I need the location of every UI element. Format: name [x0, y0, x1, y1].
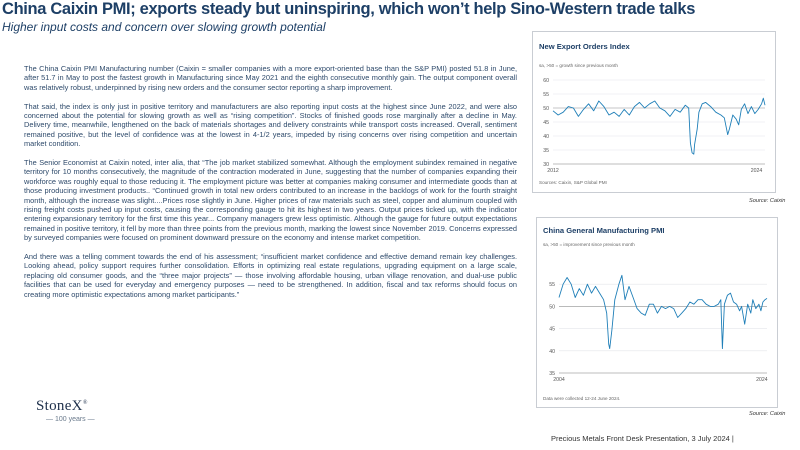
- series-line: [553, 98, 765, 154]
- chart-source: Data were collected 12-24 June 2024.: [543, 396, 621, 401]
- chart-source-note: Source: Caixin: [749, 198, 786, 204]
- page-title: China Caixin PMI; exports steady but uninspiring, which won’t help Sino-Western trade talks: [2, 0, 696, 18]
- y-tick-label: 35: [543, 148, 549, 154]
- x-tick-label: 2004: [553, 377, 565, 383]
- y-tick-label: 35: [549, 371, 555, 377]
- chart-plot: [533, 32, 775, 192]
- page-subtitle: Higher input costs and concern over slowing growth potential: [2, 20, 326, 34]
- footer-text: Precious Metals Front Desk Presentation, 3 July 2024 |: [551, 434, 734, 443]
- logo-name: [36, 398, 95, 415]
- chart-source: Sources: Caixin, S&P Global PMI: [539, 180, 607, 185]
- y-tick-label: 60: [543, 78, 549, 84]
- y-tick-label: 50: [549, 304, 555, 311]
- article-body: [24, 64, 517, 309]
- y-tick-label: 40: [549, 348, 555, 355]
- y-tick-label: 45: [543, 120, 549, 126]
- y-tick-label: 40: [543, 134, 549, 140]
- paragraph-4: And there was a telling comment towards the end of his assessment; “insufficient market confidence and effective demand remain key challenges. Looking ahead, policy support requires further consolidation. Efforts in optimizing real estate regulations, upgrading equipment on a large scale, replacing old consumer goods, and the “three major projects” — those involving affordable housing, urban village renovation, and dual-use public facilities that can be used for everyday and emergency purposes — need to be strengthened. In addition, fiscal and tax reforms should focus on creating more optimistic expectations among market participants.”: [24, 252, 517, 299]
- logo-text: StoneX: [36, 398, 83, 414]
- logo-years: — 100 years —: [46, 416, 95, 423]
- chart-plot: [537, 218, 777, 407]
- chart-subtitle: sa, >50 = improvement since previous month: [543, 242, 635, 247]
- chart-subtitle: sa, >50 = growth since previous month: [539, 63, 618, 68]
- series-line: [559, 275, 767, 348]
- chart-title: China General Manufacturing PMI: [543, 226, 665, 235]
- y-tick-label: 50: [543, 106, 549, 112]
- x-tick-label: 2012: [547, 168, 559, 174]
- y-tick-label: 55: [543, 92, 549, 98]
- export-orders-chart: [532, 31, 776, 193]
- y-tick-label: 55: [549, 282, 555, 289]
- y-tick-label: 45: [549, 326, 555, 333]
- chart-title: New Export Orders Index: [539, 42, 630, 51]
- x-tick-label: 2024: [750, 168, 763, 174]
- manufacturing-pmi-chart: [536, 217, 778, 408]
- stonex-logo: [36, 398, 95, 423]
- x-tick-label: 2024: [756, 377, 768, 383]
- paragraph-1: The China Caixin PMI Manufacturing number (Caixin = smaller companies with a more export-oriented base than the S&P PMI) posted 51.8 in June, after 51.7 in May to post the fastest growth in Manufacturing since May 2021 and the eighth consecutive monthly gain. The output component overall was relatively robust, underpinned by rising new orders and the consumer sector reporting a sharp improvement.: [24, 64, 517, 92]
- y-tick-label: 30: [543, 162, 549, 168]
- logo-mark: ®: [82, 400, 88, 406]
- chart-source-note: Source: Caixin: [749, 411, 786, 417]
- paragraph-2: That said, the index is only just in positive territory and manufacturers are also reporting input costs at the highest since June 2022, and were also concerned about the potential for slowing growth as well as “rising competition”. Stocks of finished goods rose marginally after a decline in May. Delivery time, meanwhile, lengthened on the back of materials shortages and delivery constraints while transport costs increased. Overall, sentiment remained positive, but the level of confidence was at the lowest in 4-1/2 years, impeded by rising concerns over rising competition and uncertain market condition.: [24, 101, 517, 149]
- paragraph-3: The Senior Economist at Caixin noted, inter alia, that “The job market stabilized somewhat. Although the employment subindex remained in negative territory for 10 months consecutively, the magnitude of the contraction moderated in June, suggesting that the number of companies expanding their workforce was roughly equal to those reducing it. The employment picture was better at companies making consumer and intermediate goods than at those producing investment products.. “Continued growth in total new orders contributed to an increase in the backlogs of work for the fourth straight month, although the increase was slight....Prices rose slightly in June. Higher prices of raw materials such as steel, copper and aluminum coupled with rising freight costs pushed up input costs, causing the corresponding gauge to hit its highest in two years. Output prices ticked up, with the indicator entering expansionary territory for the first time this year... Company managers grew less optimistic. Although the gauge for future output expectations remained in positive territory, it fell by more than three points from the previous month, marking the lowest since November 2019. Concerns expressed by surveyed companies were focused on prominent downward pressure on the economy and intense market competition.: [24, 158, 517, 243]
